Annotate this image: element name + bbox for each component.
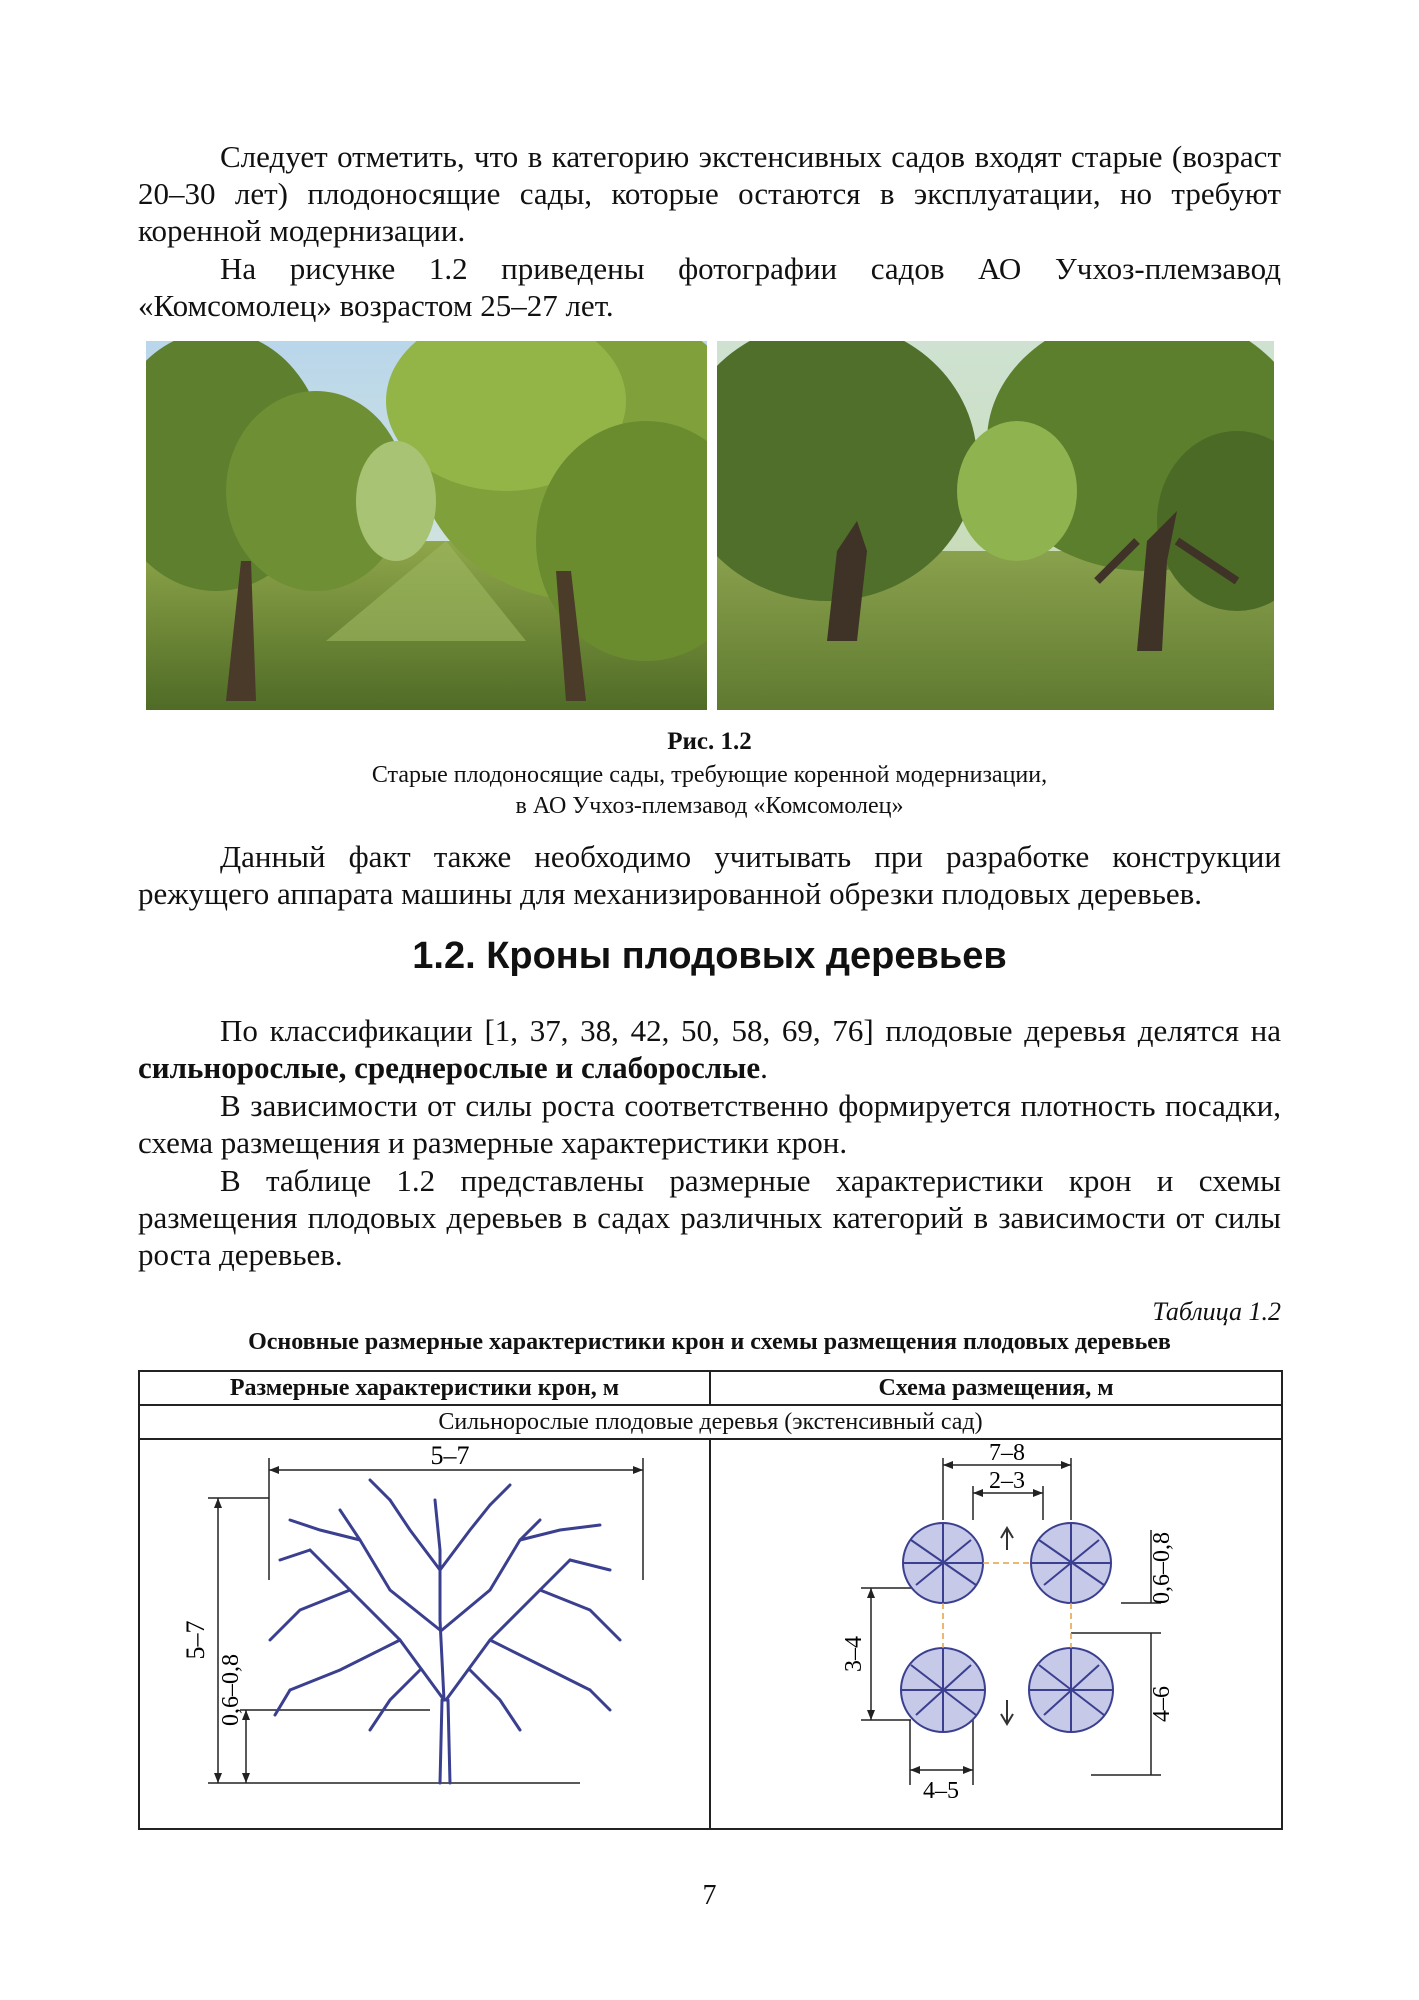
crown-height-label: 5–7 <box>181 1620 210 1660</box>
classification-text: По классификации [1, 37, 38, 42, 50, 58, 69, 76] плодовые деревья делятся на <box>220 1013 1281 1048</box>
crown-dimension-diagram <box>140 1440 709 1823</box>
data-table <box>138 1370 1283 1830</box>
page-number: 7 <box>702 1880 717 1911</box>
table-label: Таблица 1.2 <box>1152 1297 1281 1326</box>
crown-stem-label: 0,6–0,8 <box>218 1654 244 1726</box>
crown-width-label: 5–7 <box>430 1441 470 1470</box>
paragraph-figure-ref: На рисунке 1.2 приведены фотографии садов АО Учхоз-племзавод «Комсомолец» возрастом 25–27 лет. <box>138 251 1281 323</box>
paragraph-table-ref: В таблице 1.2 представлены размерные характеристики крон и схемы размещения плодовых деревьев в садах различных категорий в зависимости от силы роста деревьев. <box>138 1163 1281 1272</box>
orchard-photo-left <box>146 341 707 710</box>
crown-tree-drawing <box>270 1480 620 1783</box>
table-header-layout: Схема размещения, м <box>710 1371 1282 1405</box>
figure-label: Рис. 1.2 <box>667 728 752 755</box>
crown-size-layout-label: 4–6 <box>1149 1686 1175 1722</box>
table-header-row <box>139 1371 1282 1405</box>
stem-height-layout-label: 0,6–0,8 <box>1149 1532 1175 1604</box>
layout-diagram-cell <box>710 1439 1282 1829</box>
figure-caption-line2: в АО Учхоз-племзавод «Комсомолец» <box>515 793 904 819</box>
table-group-row <box>139 1405 1282 1439</box>
classification-bold: сильнорослые, среднерослые и слаборослые <box>138 1050 761 1085</box>
crown-diagram-cell <box>139 1439 710 1829</box>
row-spacing-label: 7–8 <box>989 1440 1025 1466</box>
table-title: Основные размерные характеристики крон и схемы размещения плодовых деревьев <box>248 1329 1171 1355</box>
table-header-crown: Размерные характеристики крон, м <box>139 1371 710 1405</box>
table-group-label: Сильнорослые плодовые деревья (экстенсивный сад) <box>139 1405 1282 1439</box>
crown-width-layout-label: 4–5 <box>923 1778 959 1804</box>
direction-arrows <box>1001 1528 1013 1724</box>
paragraph-classification <box>138 1012 1281 1086</box>
paragraph-intro: Следует отметить, что в категорию экстенсивных садов входят старые (возраст 20–30 лет) плодоносящие сады, которые остаются в эксплуатации, но требуют коренной модернизации. <box>138 139 1281 248</box>
figure-caption-line1: Старые плодоносящие сады, требующие коренной модернизации, <box>371 762 1048 788</box>
paragraph-fact: Данный факт также необходимо учитывать при разработке конструкции режущего аппарата машины для механизированной обрезки плодовых деревьев. <box>138 839 1281 911</box>
gap-label: 2–3 <box>989 1468 1025 1494</box>
tree-spacing-label: 3–4 <box>841 1636 867 1672</box>
section-heading: 1.2. Кроны плодовых деревьев <box>412 935 1007 977</box>
table-figure-row <box>139 1439 1282 1829</box>
classification-end: . <box>760 1050 768 1085</box>
paragraph-growth: В зависимости от силы роста соответственно формируется плотность посадки, схема размещения и размерные характеристики крон. <box>138 1088 1281 1160</box>
layout-dimension-diagram <box>711 1440 1281 1823</box>
orchard-photo-right <box>717 341 1274 710</box>
